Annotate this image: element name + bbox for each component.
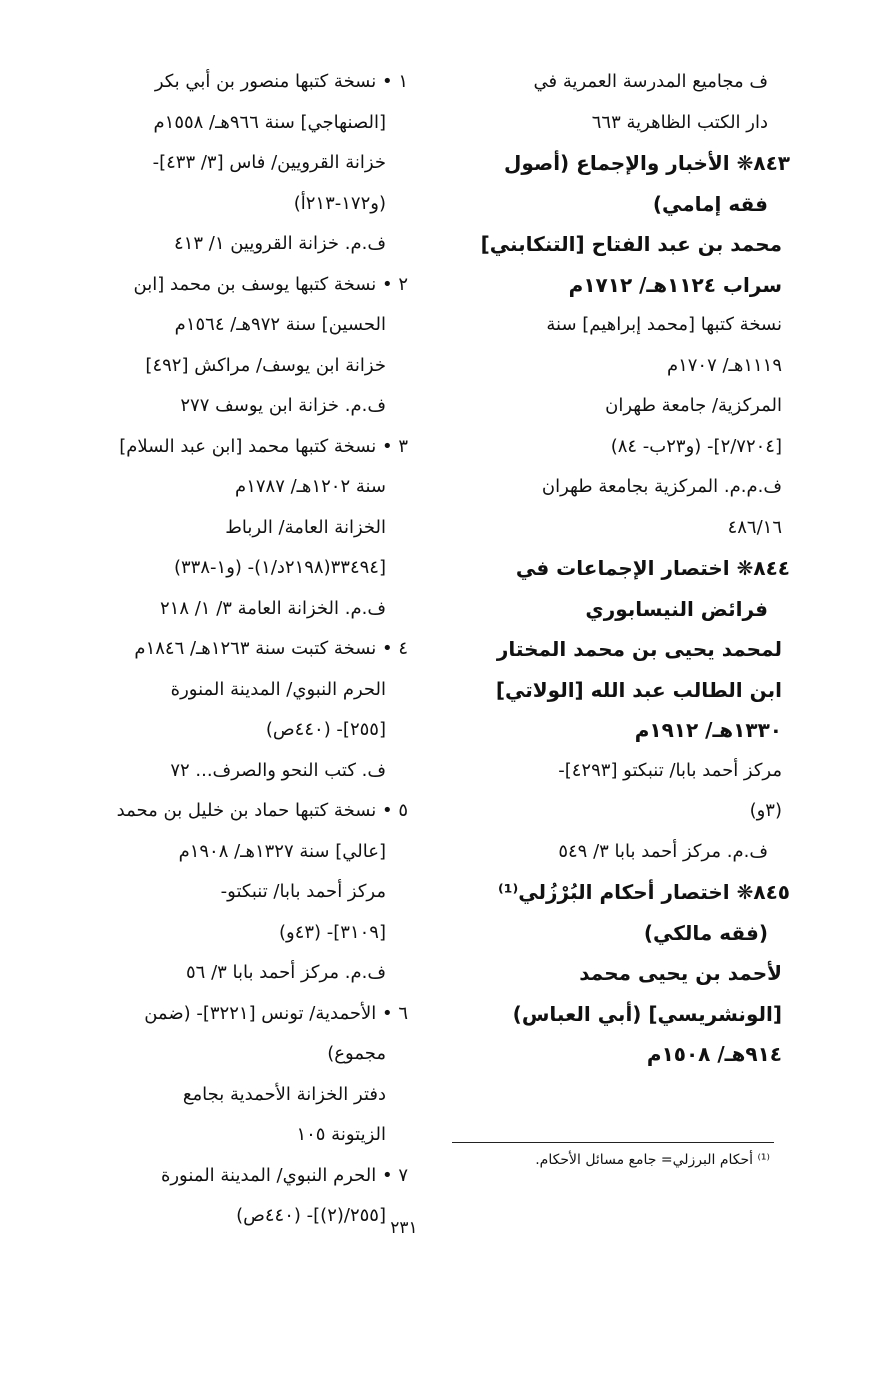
entry-heading: ٨٤٣❋ الأخبار والإجماع (أصول — [503, 151, 790, 175]
text-line: سنة ١٢٠٢هـ/ ١٧٨٧م — [235, 476, 386, 497]
footnote-divider — [452, 1142, 774, 1143]
text-line: خزانة القرويين/ فاس [٣/ ٤٣٣]- — [152, 152, 386, 173]
text-line: [٣١٠٩]- (٤٣و) — [278, 921, 386, 943]
author-line: محمد بن عبد الفتاح [التنكابني] — [480, 232, 782, 256]
manuscript-item: ٣ • نسخة كتبها محمد [ابن عبد السلام] — [119, 435, 408, 457]
entry-heading: ٨٤٥❋ اختصار أحكام البُرْزُلي⁽¹⁾ — [497, 880, 790, 904]
text-line: مركز أحمد بابا/ تنبكتو- — [220, 881, 386, 902]
entry-heading: (فقه مالكي) — [643, 920, 768, 945]
manuscript-item: ١ • نسخة كتبها منصور بن أبي بكر — [154, 71, 408, 92]
author-line: ١٣٣٠هـ/ ١٩١٢م — [634, 718, 782, 742]
text-line: دفتر الخزانة الأحمدية بجامع — [182, 1083, 386, 1105]
author-line: ابن الطالب عبد الله [الولاتي] — [495, 677, 782, 702]
text-line: مركز أحمد بابا/ تنبكتو [٤٢٩٣]- — [558, 759, 782, 781]
text-line: [٢٥٥/(٢)]- (٤٤٠ص) — [236, 1205, 386, 1226]
manuscript-item: ٦ • الأحمدية/ تونس [٣٢٢١]- (ضمن — [144, 1002, 408, 1024]
right-column — [440, 62, 790, 1075]
entry-heading: ٨٤٤❋ اختصار الإجماعات في — [515, 556, 790, 580]
author-line: [الونشريسي] (أبي العباس) — [512, 1001, 782, 1026]
manuscript-item: ٥ • نسخة كتبها حماد بن خليل بن محمد — [116, 800, 408, 821]
text-line: دار الكتب الظاهرية ٦٦٣ — [591, 111, 768, 133]
text-line: (٣و) — [749, 800, 782, 821]
manuscript-item: ٢ • نسخة كتبها يوسف بن محمد [ابن — [133, 273, 408, 295]
text-line: مجموع) — [327, 1043, 386, 1064]
text-line: ف.م. الخزانة العامة ٣/ ١/ ٢١٨ — [159, 597, 386, 619]
manuscript-item: ٤ • نسخة كتبت سنة ١٢٦٣هـ/ ١٨٤٦م — [134, 638, 408, 659]
manuscript-item: ٧ • الحرم النبوي/ المدينة المنورة — [160, 1164, 408, 1186]
text-line: ف مجاميع المدرسة العمرية في — [533, 71, 768, 92]
text-line: ف.م. خزانة ابن يوسف ٢٧٧ — [180, 395, 386, 416]
entry-heading: فقه إمامي) — [652, 191, 768, 216]
author-line: لمحمد يحيى بن محمد المختار — [496, 637, 782, 661]
text-line: ف.م. خزانة القرويين ١/ ٤١٣ — [174, 233, 386, 254]
text-line: الحسين] سنة ٩٧٢هـ/ ١٥٦٤م — [174, 314, 386, 335]
text-line: ١١١٩هـ/ ١٧٠٧م — [666, 354, 782, 376]
text-line: ف. كتب النحو والصرف... ٧٢ — [170, 759, 386, 781]
text-line: ف.م.م. المركزية بجامعة طهران — [541, 476, 782, 497]
text-line: [الصنهاجي] سنة ٩٦٦هـ/ ١٥٥٨م — [153, 111, 386, 133]
entry-heading: فرائض النيسابوري — [585, 596, 768, 621]
text-line: الخزانة العامة/ الرباط — [225, 516, 386, 538]
author-line: ٩١٤هـ/ ١٥٠٨م — [646, 1042, 782, 1066]
text-line: ف.م. مركز أحمد بابا ٣/ ٥٦ — [186, 962, 386, 983]
text-line: ٤٨٦/١٦ — [727, 516, 782, 538]
author-line: سراب ١١٢٤هـ/ ١٧١٢م — [568, 272, 782, 297]
text-line: (و١٧٢-٢١٣أ) — [293, 192, 386, 214]
footnote: ⁽¹⁾ أحكام البرزلي= جامع مسائل الأحكام. — [535, 1152, 770, 1168]
text-line: [٢/٧٢٠٤]- (و٢٣ب- ٨٤) — [610, 435, 782, 457]
text-line: [عالي] سنة ١٣٢٧هـ/ ١٩٠٨م — [178, 840, 386, 862]
text-line: المركزية/ جامعة طهران — [605, 395, 782, 416]
text-line: الحرم النبوي/ المدينة المنورة — [170, 678, 386, 700]
author-line: لأحمد بن يحيى محمد — [579, 961, 782, 985]
text-line: خزانة ابن يوسف/ مراكش [٤٩٢] — [145, 354, 386, 376]
text-line: [٢٥٥]- (٤٤٠ص) — [265, 719, 386, 740]
text-line: نسخة كتبها [محمد إبراهيم] سنة — [546, 314, 782, 335]
left-column — [48, 62, 408, 1237]
text-line: الزيتونة ١٠٥ — [296, 1124, 386, 1145]
text-line: [٣٣٤٩٤(٢١٩٨د/١)- (و١-٣٣٨) — [173, 557, 386, 578]
page-number: ٢٣١ — [390, 1218, 418, 1238]
text-line: ف.م. مركز أحمد بابا ٣/ ٥٤٩ — [558, 840, 768, 862]
